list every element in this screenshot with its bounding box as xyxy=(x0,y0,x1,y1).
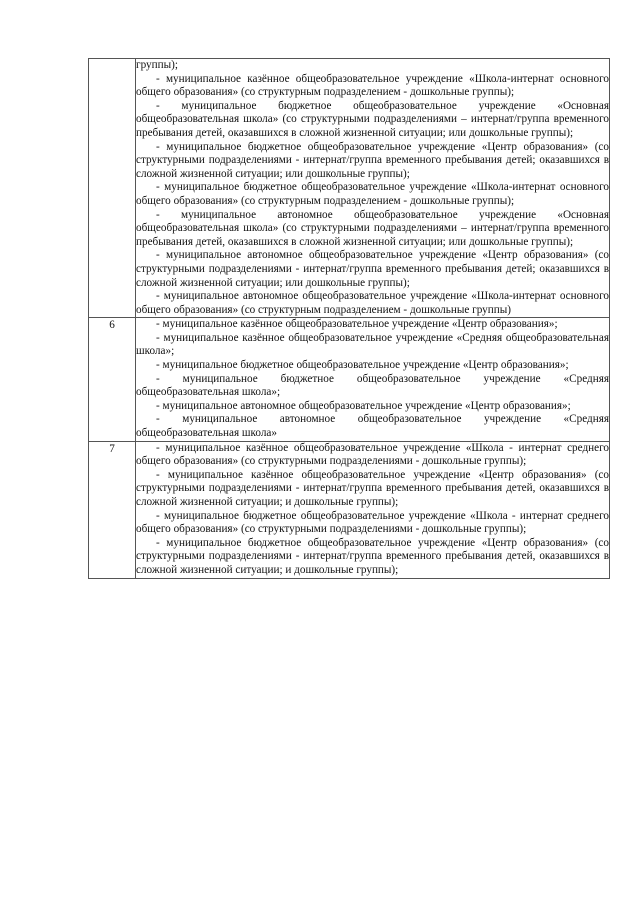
row-number: 7 xyxy=(109,442,115,455)
list-item: - муниципальное бюджетное общеобразовательное учреждение «Основная общеобразовательная школа» (со структурными подразделениями – интернат/группа временного пребывания детей, оказавшихся в сложной жизненной ситуации; или дошкольные группы); xyxy=(136,99,609,139)
table-row xyxy=(89,441,610,578)
table-row xyxy=(89,59,610,318)
row-number: 6 xyxy=(109,319,115,332)
list-item: - муниципальное бюджетное общеобразовательное учреждение «Школа - интернат среднего общего образования» (со структурными подразделениями - дошкольные группы); xyxy=(136,509,609,536)
row-number-cell xyxy=(89,441,136,578)
list-item: - муниципальное бюджетное общеобразовательное учреждение «Центр образования»; xyxy=(156,359,569,372)
list-item: - муниципальное бюджетное общеобразовательное учреждение «Центр образования» (со структурными подразделениями - интернат/группа временного пребывания детей; оказавшихся в сложной жизненной ситуации; или дошкольные группы); xyxy=(136,140,609,180)
row-content-cell xyxy=(136,318,610,441)
table-row xyxy=(89,318,610,441)
row-number-cell xyxy=(89,318,136,441)
row-content-cell xyxy=(136,59,610,318)
list-item: - муниципальное автономное общеобразовательное учреждение «Основная общеобразовательная школа» (со структурными подразделениями – интернат/группа временного пребывания детей, оказавшихся в сложной жизненной ситуации; или дошкольные группы); xyxy=(136,208,609,248)
row-content-cell xyxy=(136,441,610,578)
row-number-cell xyxy=(89,59,136,318)
list-item: - муниципальное казённое общеобразовательное учреждение «Центр образования» (со структурными подразделениями - интернат/группа временного пребывания детей, оказавшихся в сложной жизненной ситуации; и дошкольные группы); xyxy=(136,468,609,508)
list-item: - муниципальное казённое общеобразовательное учреждение «Центр образования»; xyxy=(156,318,558,331)
list-item: - муниципальное бюджетное общеобразовательное учреждение «Средняя общеобразовательная школа»; xyxy=(136,372,609,399)
list-item: - муниципальное казённое общеобразовательное учреждение «Средняя общеобразовательная школа»; xyxy=(136,331,609,358)
list-item: - муниципальное автономное общеобразовательное учреждение «Центр образования» (со структурными подразделениями - интернат/группа временного пребывания детей; оказавшихся в сложной жизненной ситуации; или дошкольные группы); xyxy=(136,249,609,289)
list-item: - муниципальное автономное общеобразовательное учреждение «Центр образования»; xyxy=(156,399,571,412)
list-item: - муниципальное автономное общеобразовательное учреждение «Школа-интернат основного общего образования» (со структурным подразделением - дошкольные группы) xyxy=(136,290,609,316)
list-item: - муниципальное казённое общеобразовательное учреждение «Школа - интернат среднего общего образования» (со структурными подразделениями - дошкольные группы); xyxy=(136,441,609,468)
list-item: - муниципальное бюджетное общеобразовательное учреждение «Школа-интернат основного общего образования» (со структурным подразделением - дошкольные группы); xyxy=(136,181,609,207)
list-item: группы); xyxy=(136,59,178,71)
list-item: - муниципальное автономное общеобразовательное учреждение «Средняя общеобразовательная школа» xyxy=(136,413,609,440)
institutions-table xyxy=(88,58,610,579)
list-item: - муниципальное казённое общеобразовательное учреждение «Школа-интернат основного общего образования» (со структурным подразделением - дошкольные группы); xyxy=(136,72,609,99)
row-number xyxy=(89,59,135,60)
list-item: - муниципальное бюджетное общеобразовательное учреждение «Центр образования» (со структурными подразделениями - интернат/группа временного пребывания детей, оказавшихся в сложной жизненной ситуации; и дошкольные группы); xyxy=(136,536,609,576)
